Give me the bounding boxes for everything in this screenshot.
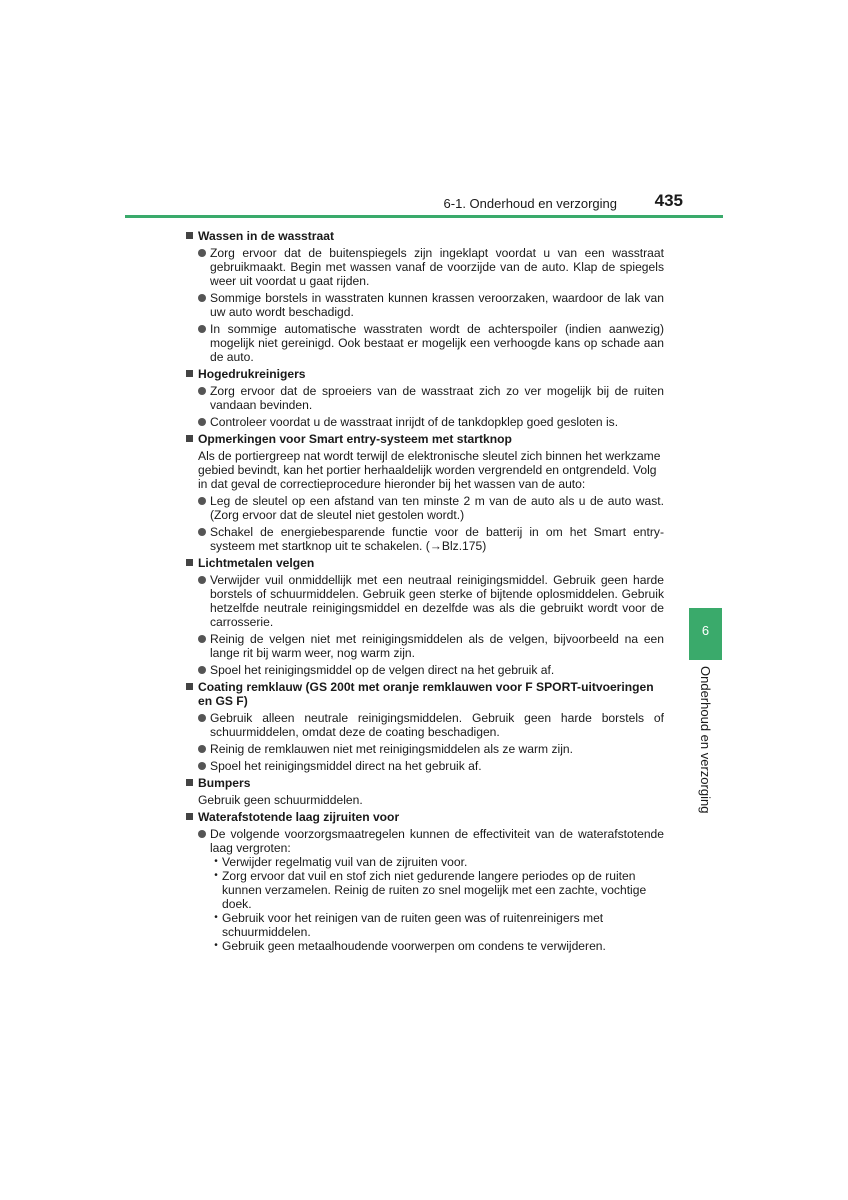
list-item: Reinig de velgen niet met reinigingsmiddelen als de velgen, bijvoorbeeld na een lange rit bij warm weer, nog warm zijn. [198,632,664,660]
square-bullet-icon [186,370,193,377]
list-item: Sommige borstels in wasstraten kunnen krassen veroorzaken, waardoor de lak van uw auto wordt beschadigd. [198,291,664,319]
round-bullet-icon [198,745,206,753]
small-bullet-icon: • [214,870,218,881]
sub-list-item: • Verwijder regelmatig vuil van de zijruiten voor. [210,855,664,869]
sub-list-item: • Gebruik geen metaalhoudende voorwerpen om condens te verwijderen. [210,939,664,953]
list-item: Schakel de energiebesparende functie voor de batterij in om het Smart entry-systeem met startknop uit te schakelen. (→Blz.175) [198,525,664,553]
round-bullet-icon [198,635,206,643]
page-content [184,226,664,953]
sub-list-item: • Zorg ervoor dat vuil en stof zich niet gedurende langere periodes op de ruiten kunnen verzamelen. Reinig de ruiten zo snel mogelijk met een zachte, vochtige doek. [210,869,664,911]
list-item: Zorg ervoor dat de buitenspiegels zijn ingeklapt voordat u van een wasstraat gebruikmaakt. Begin met wassen vanaf de voorzijde van de auto. Klap de spiegels weer uit voordat u gaat rijden. [198,246,664,288]
square-bullet-icon [186,232,193,239]
square-bullet-icon [186,559,193,566]
round-bullet-icon [198,249,206,257]
chapter-tab: 6 [689,608,722,660]
small-bullet-icon: • [214,912,218,923]
round-bullet-icon [198,830,206,838]
list-item: De volgende voorzorgsmaatregelen kunnen de effectiviteit van de waterafstotende laag vergroten: [198,827,664,855]
header-rule [125,215,723,218]
list-item: Controleer voordat u de wasstraat inrijdt of de tankdopklep goed gesloten is. [198,415,664,429]
section-heading: Lichtmetalen velgen [184,556,664,570]
chapter-label: Onderhoud en verzorging [698,666,713,814]
square-bullet-icon [186,435,193,442]
round-bullet-icon [198,294,206,302]
paragraph: Gebruik geen schuurmiddelen. [198,793,363,807]
section-heading: Opmerkingen voor Smart entry-systeem met startknop [184,432,664,446]
round-bullet-icon [198,325,206,333]
round-bullet-icon [198,666,206,674]
small-bullet-icon: • [214,856,218,867]
list-item: Verwijder vuil onmiddellijk met een neutraal reinigingsmiddel. Gebruik geen harde borstels of schuurmiddelen. Gebruik geen sterke of bijtende oplosmiddelen. Gebruik hetzelfde neutrale reinigingsmiddel en dezelfde was als die gebruikt wordt voor de carrosserie. [198,573,664,629]
list-item: Gebruik alleen neutrale reinigingsmiddelen. Gebruik geen harde borstels of schuurmiddelen, omdat deze de coating beschadigen. [198,711,664,739]
sub-list-item: • Gebruik voor het reinigen van de ruiten geen was of ruitenreinigers met schuurmiddelen. [210,911,664,939]
page-header [125,192,723,218]
paragraph: Als de portiergreep nat wordt terwijl de elektronische sleutel zich binnen het werkzame gebied bevindt, kan het portier herhaaldelijk worden vergrendeld en ontgrendeld. Volg in dat geval de correctieprocedure hieronder bij het wassen van de auto: [198,449,661,491]
round-bullet-icon [198,387,206,395]
round-bullet-icon [198,576,206,584]
section-heading: Waterafstotende laag zijruiten voor [184,810,664,824]
list-item: In sommige automatische wasstraten wordt de achterspoiler (indien aanwezig) mogelijk niet gereinigd. Ook bestaat er mogelijk een verhoogde kans op schade aan de auto. [198,322,664,364]
section-heading: Wassen in de wasstraat [184,229,664,243]
section-heading: Coating remklauw (GS 200t met oranje remklauwen voor F SPORT-uitvoeringen en GS F) [184,680,664,708]
round-bullet-icon [198,762,206,770]
small-bullet-icon: • [214,940,218,951]
square-bullet-icon [186,683,193,690]
list-item: Zorg ervoor dat de sproeiers van de wasstraat zich zo ver mogelijk bij de ruiten vandaan bevinden. [198,384,664,412]
round-bullet-icon [198,528,206,536]
page-number: 435 [654,191,683,210]
round-bullet-icon [198,418,206,426]
list-item: Leg de sleutel op een afstand van ten minste 2 m van de auto als u de auto wast. (Zorg ervoor dat de sleutel niet gestolen wordt.) [198,494,664,522]
list-item: Spoel het reinigingsmiddel direct na het gebruik af. [198,759,664,773]
section-heading: Bumpers [184,776,664,790]
list-item: Spoel het reinigingsmiddel op de velgen direct na het gebruik af. [198,663,664,677]
list-item: Reinig de remklauwen niet met reinigingsmiddelen als ze warm zijn. [198,742,664,756]
section-heading: Hogedrukreinigers [184,367,664,381]
round-bullet-icon [198,497,206,505]
square-bullet-icon [186,813,193,820]
section-title: 6-1. Onderhoud en verzorging [443,196,617,211]
square-bullet-icon [186,779,193,786]
round-bullet-icon [198,714,206,722]
